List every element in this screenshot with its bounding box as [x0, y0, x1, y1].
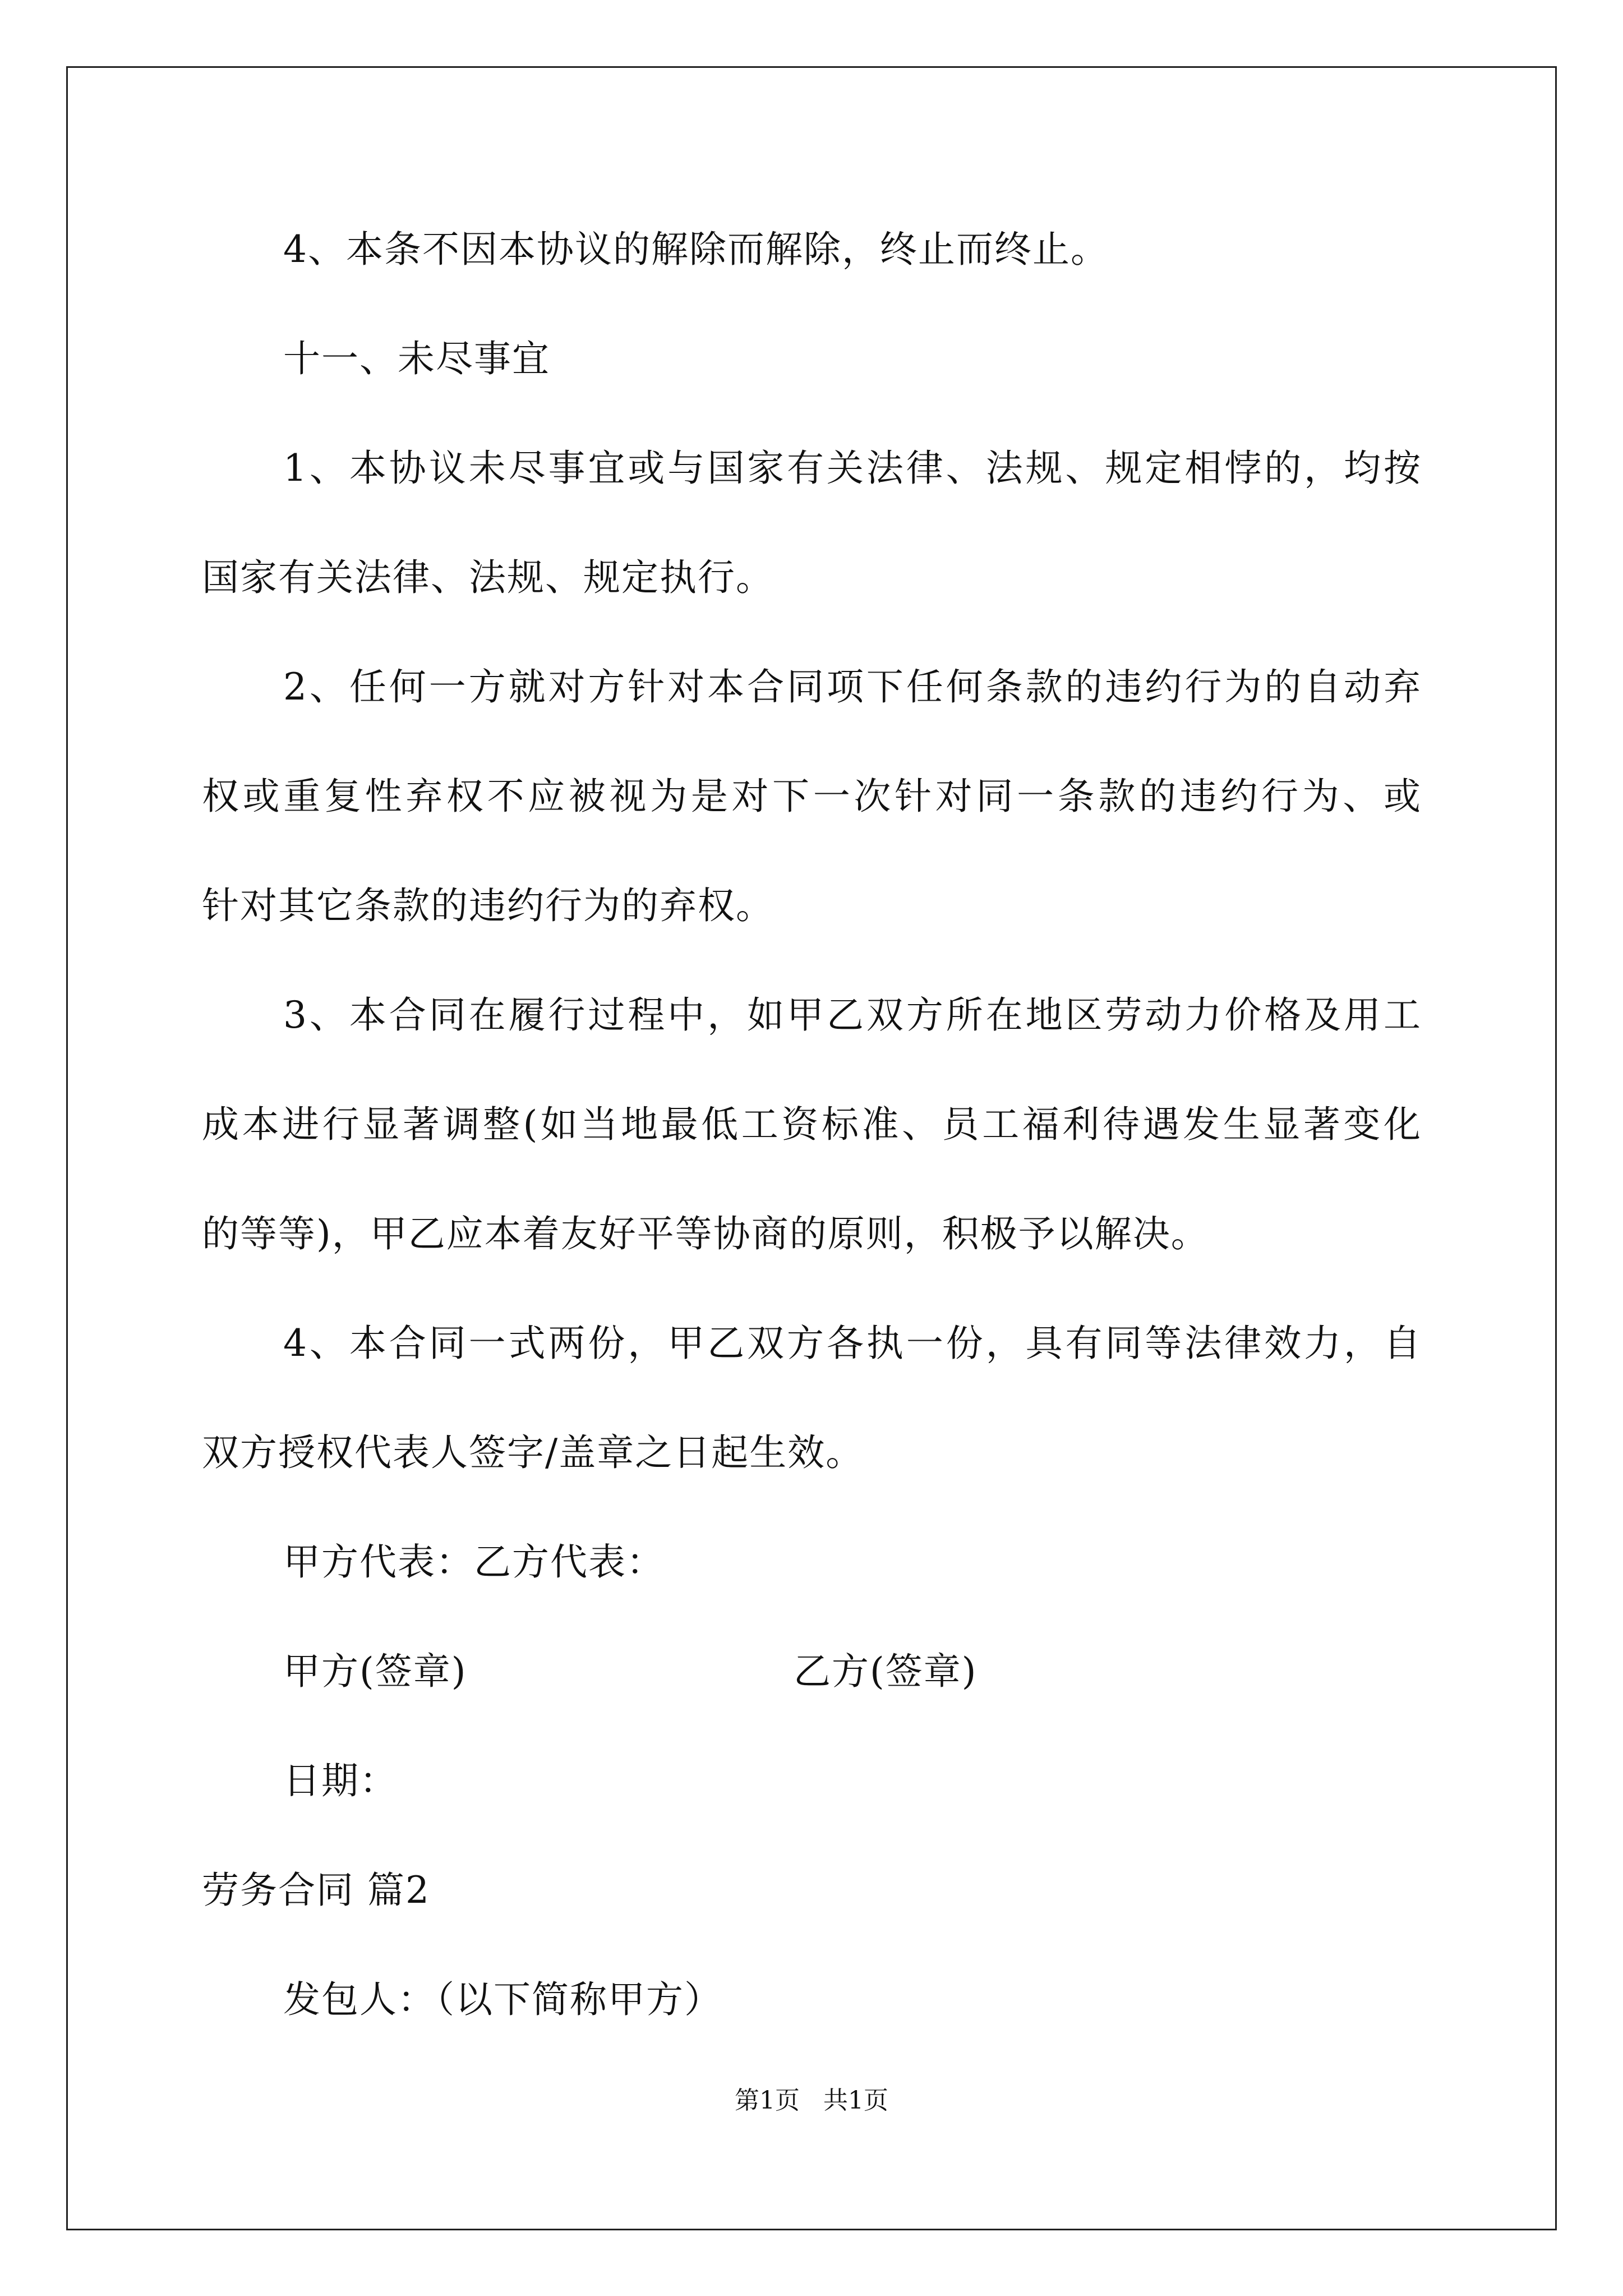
date-label: 日期： [283, 1759, 398, 1802]
clause-11-1-line-2: 国家有关法律、法规、规定执行。 [202, 556, 774, 599]
party-a-signature-label: 甲方(签章) [283, 1650, 467, 1693]
clause-11-3-line-2: 成本进行显著调整(如当地最低工资标准、员工福利待遇发生显著变化 [202, 1103, 1422, 1146]
clause-11-2-line-1: 2、任何一方就对方针对本合同项下任何条款的违约行为的自动弃 [283, 665, 1422, 708]
clause-11-4-line-2: 双方授权代表人签字/盖章之日起生效。 [202, 1431, 864, 1474]
page-number-footer: 第1页 共1页 [735, 2086, 888, 2115]
clause-11-2-line-2: 权或重复性弃权不应被视为是对下一次针对同一条款的违约行为、或 [202, 775, 1422, 818]
clause-11-1-line-1: 1、本协议未尽事宜或与国家有关法律、法规、规定相悖的，均按 [283, 447, 1422, 490]
clause-11-3-line-3: 的等等)，甲乙应本着友好平等协商的原则，积极予以解决。 [202, 1212, 1209, 1255]
clause-11-3-line-1: 3、本合同在履行过程中，如甲乙双方所在地区劳动力价格及用工 [283, 993, 1422, 1037]
contractor-line: 发包人：（以下简称甲方） [283, 1978, 722, 2021]
section-heading-11: 十一、未尽事宜 [283, 337, 550, 380]
clause-10-4: 4、本条不因本协议的解除而解除，终止而终止。 [283, 228, 1109, 271]
contract-2-heading: 劳务合同 篇2 [202, 1869, 430, 1912]
representatives-line: 甲方代表：乙方代表： [283, 1540, 665, 1584]
clause-11-4-line-1: 4、本合同一式两份，甲乙双方各执一份，具有同等法律效力，自 [283, 1322, 1422, 1365]
clause-11-2-line-3: 针对其它条款的违约行为的弃权。 [202, 884, 774, 927]
party-b-signature-label: 乙方(签章) [794, 1650, 978, 1693]
